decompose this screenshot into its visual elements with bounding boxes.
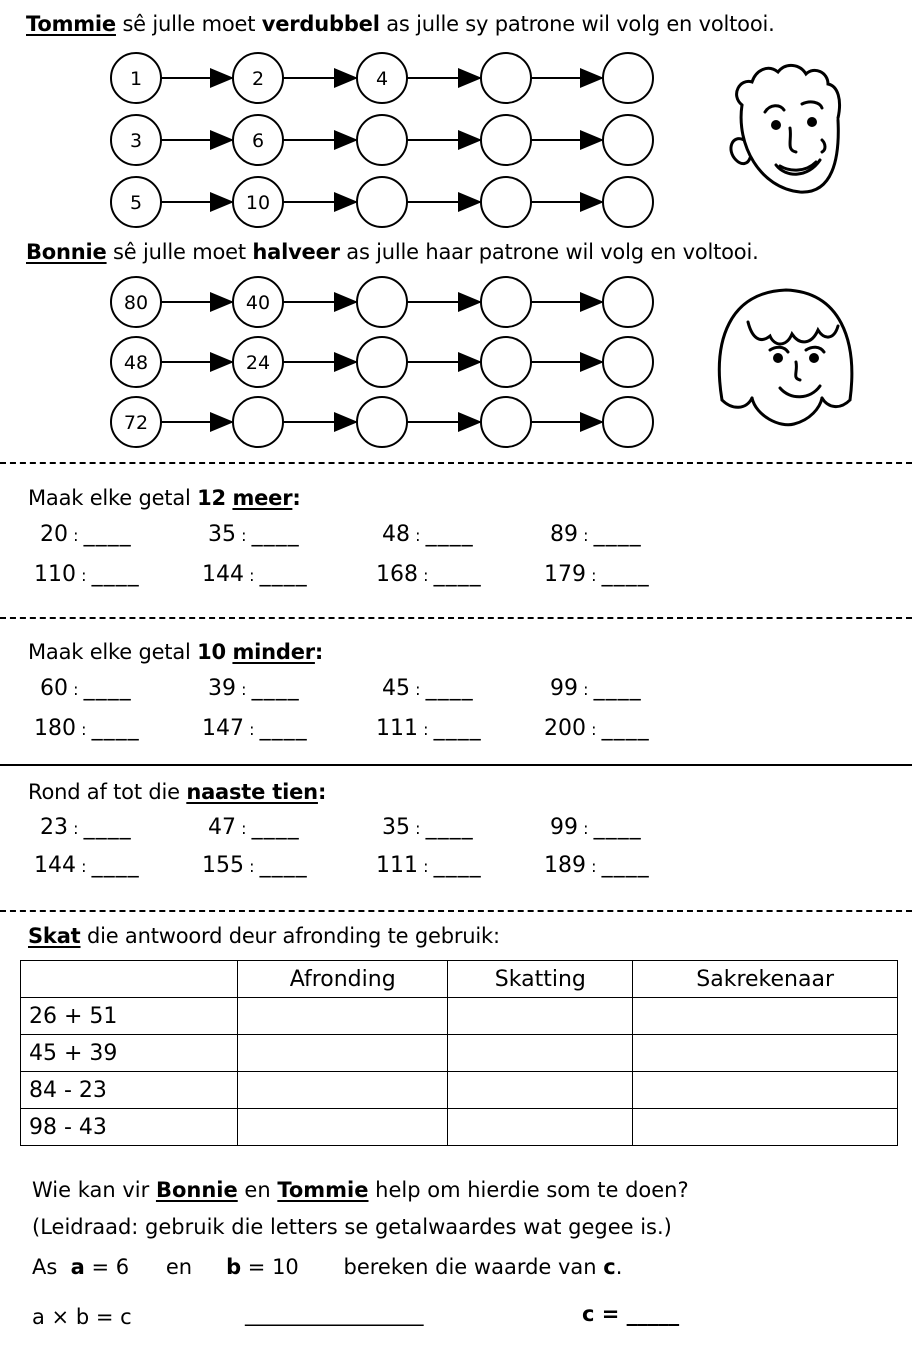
pattern-number: 4 — [375, 68, 389, 90]
exercise-colon: : — [68, 819, 84, 838]
exercise-item — [376, 853, 482, 878]
pattern-answer-circle[interactable] — [603, 277, 653, 327]
answer-cell[interactable] — [238, 1072, 448, 1109]
exercise-colon: : — [586, 720, 602, 739]
exercise-item — [376, 562, 482, 587]
exercise-answer-blank[interactable]: ____ — [425, 815, 474, 840]
pattern-number: 3 — [129, 130, 143, 152]
exercise-colon: : — [410, 680, 426, 699]
pattern-answer-circle[interactable] — [603, 397, 653, 447]
exercise-item — [382, 815, 474, 840]
exercise-item — [208, 522, 300, 547]
question-line-1: Wie kan vir Bonnie en Tommie help om hierdie som te doen? — [32, 1178, 689, 1202]
girl-face-icon — [719, 290, 851, 425]
exercise-item — [34, 562, 140, 587]
exercise-colon: : — [578, 819, 594, 838]
exercise-number: 200 — [544, 716, 586, 741]
exercise-colon: : — [418, 720, 434, 739]
answer-cell[interactable] — [633, 1072, 898, 1109]
exercise-answer-blank[interactable]: ____ — [259, 853, 308, 878]
exercise-number: 89 — [550, 522, 578, 547]
question-given-values: As a = 6 en b = 10 bereken die waarde van c. — [32, 1255, 623, 1279]
exercise-number: 144 — [34, 853, 76, 878]
pattern-answer-circle[interactable] — [481, 397, 531, 447]
answer-cell[interactable] — [448, 998, 633, 1035]
pattern-number: 5 — [129, 192, 143, 214]
exercise-colon: : — [244, 720, 260, 739]
exercise-answer-blank[interactable]: ____ — [83, 815, 132, 840]
halve-instructions: Bonnie sê julle moet halveer as julle haar patrone wil volg en voltooi. — [26, 240, 759, 264]
round-instructions: Rond af tot die naaste tien: — [28, 780, 327, 804]
table-row-label: 45 + 39 — [21, 1035, 238, 1072]
pattern-number: 24 — [245, 352, 271, 374]
pattern-number: 48 — [123, 352, 149, 374]
pattern-number: 10 — [245, 192, 271, 214]
estimate-instructions: Skat die antwoord deur afronding te gebruik: — [28, 924, 500, 948]
pattern-answer-circle[interactable] — [603, 53, 653, 103]
answer-cell[interactable] — [238, 1109, 448, 1146]
exercise-item — [34, 716, 140, 741]
table-row-label: 26 + 51 — [21, 998, 238, 1035]
pattern-number: 6 — [251, 130, 265, 152]
exercise-colon: : — [586, 857, 602, 876]
exercise-answer-blank[interactable]: ____ — [251, 676, 300, 701]
exercise-colon: : — [236, 526, 252, 545]
exercise-colon: : — [418, 857, 434, 876]
pattern-answer-circle[interactable] — [481, 177, 531, 227]
table-header-cell: Sakrekenaar — [633, 961, 898, 998]
pattern-answer-circle[interactable] — [603, 177, 653, 227]
pattern-answer-circle[interactable] — [357, 115, 407, 165]
exercise-answer-blank[interactable]: ____ — [601, 562, 650, 587]
pattern-number: 80 — [123, 292, 149, 314]
exercise-answer-blank[interactable]: ____ — [259, 716, 308, 741]
exercise-answer-blank[interactable]: ____ — [91, 562, 140, 587]
exercise-number: 155 — [202, 853, 244, 878]
answer-cell[interactable] — [633, 1035, 898, 1072]
answer-cell[interactable] — [238, 998, 448, 1035]
table-row — [21, 1035, 898, 1072]
exercise-item — [40, 522, 132, 547]
exercise-answer-blank[interactable]: ____ — [425, 676, 474, 701]
exercise-answer-blank[interactable]: ____ — [83, 522, 132, 547]
exercise-colon: : — [76, 720, 92, 739]
exercise-item — [550, 522, 642, 547]
pattern-answer-circle[interactable] — [481, 277, 531, 327]
exercise-number: 168 — [376, 562, 418, 587]
exercise-item — [208, 676, 300, 701]
exercise-number: 111 — [376, 716, 418, 741]
pattern-answer-circle[interactable] — [357, 337, 407, 387]
table-row — [21, 1072, 898, 1109]
pattern-answer-circle[interactable] — [603, 337, 653, 387]
exercise-item — [202, 716, 308, 741]
exercise-number: 47 — [208, 815, 236, 840]
pattern-answer-circle[interactable] — [481, 115, 531, 165]
exercise-answer-blank[interactable]: ____ — [251, 522, 300, 547]
pattern-answer-circle[interactable] — [357, 177, 407, 227]
exercise-colon: : — [578, 680, 594, 699]
pattern-answer-circle[interactable] — [481, 337, 531, 387]
exercise-colon: : — [68, 680, 84, 699]
table-row-label: 98 - 43 — [21, 1109, 238, 1146]
exercise-colon: : — [586, 566, 602, 585]
exercise-item — [202, 562, 308, 587]
exercise-number: 179 — [544, 562, 586, 587]
table-header-row — [21, 961, 898, 998]
exercise-colon: : — [244, 566, 260, 585]
exercise-number: 180 — [34, 716, 76, 741]
exercise-answer-blank[interactable]: ____ — [425, 522, 474, 547]
question-hint: (Leidraad: gebruik die letters se getalwaardes wat gegee is.) — [32, 1215, 672, 1239]
exercise-answer-blank[interactable]: ____ — [601, 853, 650, 878]
exercise-colon: : — [236, 680, 252, 699]
exercise-colon: : — [68, 526, 84, 545]
exercise-answer-blank[interactable]: ____ — [593, 676, 642, 701]
exercise-item — [550, 815, 642, 840]
exercise-item — [40, 815, 132, 840]
answer-cell[interactable] — [238, 1035, 448, 1072]
boy-face-icon — [731, 65, 840, 192]
exercise-answer-blank[interactable]: ____ — [83, 676, 132, 701]
exercise-item — [382, 676, 474, 701]
answer-cell[interactable] — [448, 1109, 633, 1146]
exercise-item — [544, 562, 650, 587]
exercise-colon: : — [578, 526, 594, 545]
exercise-colon: : — [236, 819, 252, 838]
exercise-colon: : — [244, 857, 260, 876]
exercise-number: 99 — [550, 815, 578, 840]
table-header-cell: Skatting — [448, 961, 633, 998]
pattern-number: 72 — [123, 412, 149, 434]
table-row — [21, 998, 898, 1035]
pattern-answer-circle[interactable] — [233, 397, 283, 447]
more-instructions: Maak elke getal 12 meer: — [28, 486, 301, 510]
exercise-item — [34, 853, 140, 878]
c-answer-blank[interactable]: _____ — [626, 1302, 680, 1326]
exercise-item — [544, 716, 650, 741]
exercise-number: 45 — [382, 676, 410, 701]
pattern-number: 40 — [245, 292, 271, 314]
section-divider — [0, 764, 912, 766]
exercise-colon: : — [76, 566, 92, 585]
exercise-item — [376, 716, 482, 741]
exercise-number: 99 — [550, 676, 578, 701]
answer-cell[interactable] — [633, 1109, 898, 1146]
pattern-number: 2 — [251, 68, 265, 90]
exercise-answer-blank[interactable]: ____ — [593, 815, 642, 840]
exercise-number: 23 — [40, 815, 68, 840]
exercise-number: 48 — [382, 522, 410, 547]
section-divider — [0, 462, 912, 464]
exercise-answer-blank[interactable]: ____ — [91, 853, 140, 878]
table-row-label: 84 - 23 — [21, 1072, 238, 1109]
estimate-table — [20, 960, 898, 1146]
pattern-answer-circle[interactable] — [357, 397, 407, 447]
bonnie-name: Bonnie — [26, 240, 107, 264]
exercise-item — [382, 522, 474, 547]
exercise-answer-blank[interactable]: ____ — [91, 716, 140, 741]
section-divider — [0, 617, 912, 619]
exercise-answer-blank[interactable]: ____ — [601, 716, 650, 741]
exercise-number: 35 — [382, 815, 410, 840]
pattern-diagrams — [0, 0, 912, 460]
exercise-number: 110 — [34, 562, 76, 587]
table-header-cell — [21, 961, 238, 998]
exercise-colon: : — [76, 857, 92, 876]
exercise-number: 35 — [208, 522, 236, 547]
answer-cell[interactable] — [633, 998, 898, 1035]
exercise-number: 20 — [40, 522, 68, 547]
answer-cell[interactable] — [448, 1035, 633, 1072]
exercise-answer-blank[interactable]: ____ — [251, 815, 300, 840]
question-formula: a × b = c — [32, 1305, 132, 1329]
exercise-number: 144 — [202, 562, 244, 587]
less-instructions: Maak elke getal 10 minder: — [28, 640, 324, 664]
table-header-cell: Afronding — [238, 961, 448, 998]
exercise-answer-blank[interactable]: ____ — [433, 562, 482, 587]
exercise-answer-blank[interactable]: ____ — [259, 562, 308, 587]
halve-keyword: halveer — [252, 240, 340, 264]
section-divider — [0, 910, 912, 912]
exercise-number: 111 — [376, 853, 418, 878]
pattern-answer-circle[interactable] — [603, 115, 653, 165]
exercise-answer-blank[interactable]: ____ — [433, 716, 482, 741]
pattern-answer-circle[interactable] — [357, 277, 407, 327]
exercise-item — [208, 815, 300, 840]
answer-cell[interactable] — [448, 1072, 633, 1109]
table-row — [21, 1109, 898, 1146]
exercise-item — [544, 853, 650, 878]
exercise-item — [40, 676, 132, 701]
working-answer-line[interactable]: _________________ — [245, 1302, 424, 1326]
exercise-colon: : — [418, 566, 434, 585]
c-answer: c = _____ — [582, 1302, 680, 1326]
exercise-answer-blank[interactable]: ____ — [433, 853, 482, 878]
exercise-colon: : — [410, 526, 426, 545]
exercise-item — [202, 853, 308, 878]
exercise-number: 60 — [40, 676, 68, 701]
exercise-colon: : — [410, 819, 426, 838]
double-instructions: Tommie sê julle moet verdubbel as julle sy patrone wil volg en voltooi. — [26, 12, 775, 36]
exercise-number: 147 — [202, 716, 244, 741]
exercise-answer-blank[interactable]: ____ — [593, 522, 642, 547]
pattern-number: 1 — [129, 68, 143, 90]
double-keyword: verdubbel — [261, 12, 380, 36]
exercise-item — [550, 676, 642, 701]
exercise-number: 39 — [208, 676, 236, 701]
tommie-name: Tommie — [26, 12, 116, 36]
pattern-answer-circle[interactable] — [481, 53, 531, 103]
exercise-number: 189 — [544, 853, 586, 878]
